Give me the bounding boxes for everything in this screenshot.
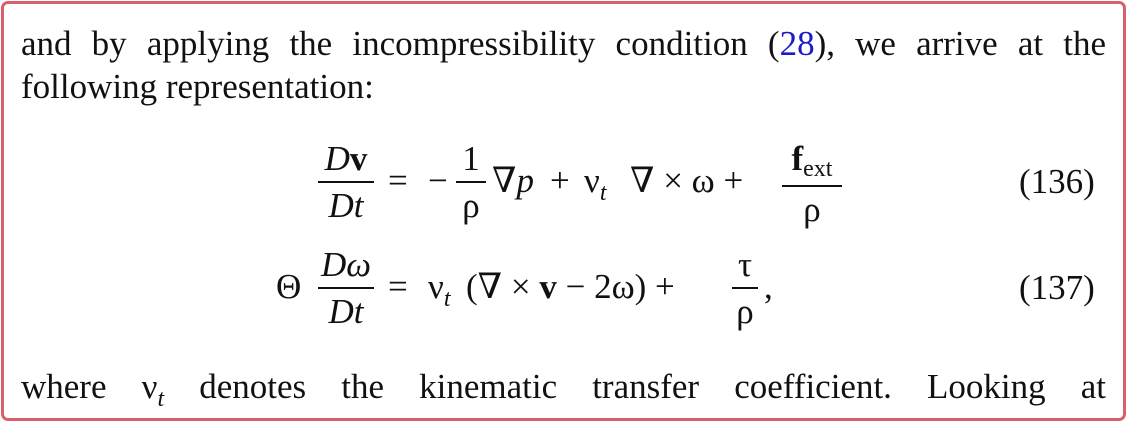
- equation-137: Θ Dω Dt = $\nu_t$ (∇ × v − 2ω) + τ ρ , (137): [276, 245, 1095, 331]
- f-ext-over-rho: fext ρ: [782, 140, 842, 229]
- one-over-rho: 1 ρ: [456, 140, 486, 225]
- equation-number-137: (137): [1019, 268, 1095, 307]
- intro-paragraph: [21, 22, 1106, 108]
- equation-136: Dv Dt = − 1 ρ ∇p + $\nu_t$ ∇ × ω + fext ρ (136): [4, 140, 1123, 230]
- equation-reference-link[interactable]: 28: [779, 24, 815, 63]
- tau-over-rho: τ ρ: [732, 246, 758, 331]
- following-paragraph: where $\nu_t$ denotes the kinematic transfer coefficient. Looking at: [21, 367, 1107, 412]
- text-panel: [1, 1, 1126, 421]
- intro-text: and by applying the incompressibility condition (: [21, 24, 780, 63]
- lhs-fraction-omega: Dω Dt: [318, 246, 374, 331]
- intro-text-end: ), we arrive at the following representation:: [21, 24, 1106, 106]
- lhs-fraction: Dv Dt: [318, 140, 374, 225]
- equation-number-136: (136): [1019, 162, 1095, 201]
